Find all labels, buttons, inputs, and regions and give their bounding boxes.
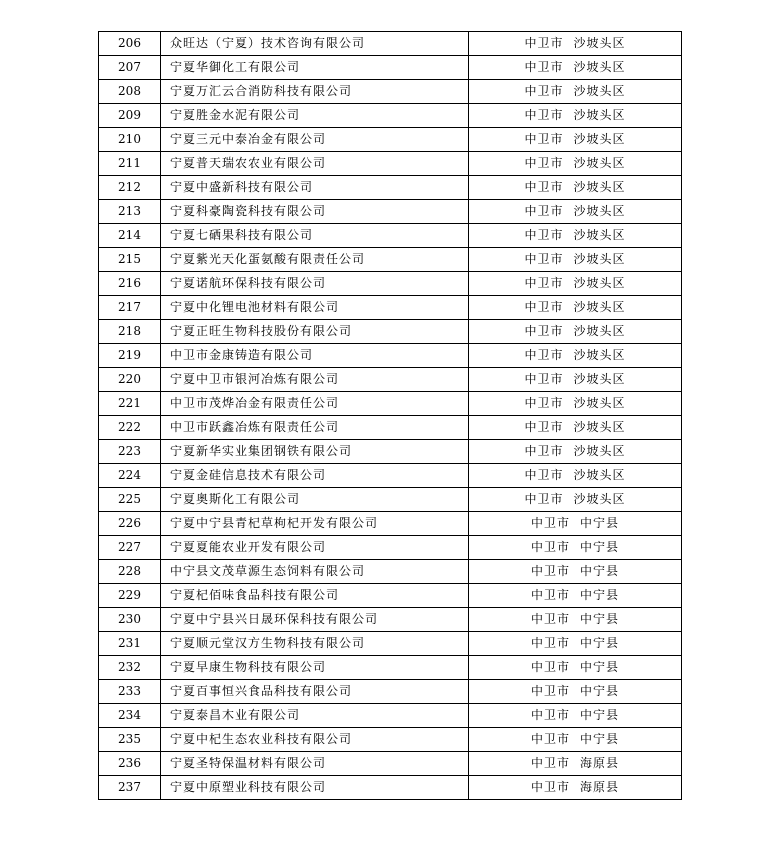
district-name: 沙坡头区 [573,396,626,410]
row-number: 234 [99,704,161,728]
table-row [99,440,682,464]
city-name: 中卫市 [524,396,564,410]
district-name: 中宁县 [580,612,620,626]
row-number: 218 [99,320,161,344]
company-name: 宁夏万汇云合消防科技有限公司 [161,80,469,104]
company-name: 宁夏奥斯化工有限公司 [161,488,469,512]
table-row [99,104,682,128]
city-name: 中卫市 [524,348,564,362]
city-name: 中卫市 [530,636,570,650]
region-cell [469,608,682,632]
company-name: 宁夏正旺生物科技股份有限公司 [161,320,469,344]
district-name: 沙坡头区 [573,132,626,146]
district-name: 沙坡头区 [573,204,626,218]
region-cell [469,56,682,80]
table-row [99,560,682,584]
company-name: 宁夏普天瑞农农业有限公司 [161,152,469,176]
company-name: 宁夏百事恒兴食品科技有限公司 [161,680,469,704]
row-number: 213 [99,200,161,224]
city-name: 中卫市 [524,300,564,314]
company-name: 宁夏中盛新科技有限公司 [161,176,469,200]
region-cell [469,296,682,320]
company-name: 宁夏胜金水泥有限公司 [161,104,469,128]
row-number: 237 [99,776,161,800]
region-cell [469,224,682,248]
district-name: 沙坡头区 [573,156,626,170]
row-number: 208 [99,80,161,104]
table-row [99,584,682,608]
city-name: 中卫市 [530,588,570,602]
row-number: 228 [99,560,161,584]
company-name: 宁夏夏能农业开发有限公司 [161,536,469,560]
company-name: 宁夏中宁县青杞草枸杞开发有限公司 [161,512,469,536]
district-name: 中宁县 [580,732,620,746]
row-number: 233 [99,680,161,704]
table-row [99,488,682,512]
table-row [99,392,682,416]
table-row [99,368,682,392]
row-number: 216 [99,272,161,296]
city-name: 中卫市 [530,684,570,698]
city-name: 中卫市 [524,372,564,386]
table-row [99,200,682,224]
table-row [99,752,682,776]
region-cell [469,128,682,152]
row-number: 219 [99,344,161,368]
region-cell [469,104,682,128]
row-number: 210 [99,128,161,152]
company-registry-table [98,31,682,800]
table-row [99,776,682,800]
company-name: 中卫市金康铸造有限公司 [161,344,469,368]
city-name: 中卫市 [524,324,564,338]
district-name: 沙坡头区 [573,324,626,338]
company-name: 宁夏科豪陶瓷科技有限公司 [161,200,469,224]
row-number: 231 [99,632,161,656]
city-name: 中卫市 [530,756,570,770]
city-name: 中卫市 [524,132,564,146]
district-name: 沙坡头区 [573,84,626,98]
table-row [99,32,682,56]
table-row [99,536,682,560]
table-row [99,272,682,296]
city-name: 中卫市 [524,84,564,98]
region-cell [469,80,682,104]
row-number: 222 [99,416,161,440]
region-cell [469,392,682,416]
table-row [99,680,682,704]
district-name: 沙坡头区 [573,492,626,506]
district-name: 海原县 [580,756,620,770]
district-name: 中宁县 [580,564,620,578]
table-row [99,344,682,368]
district-name: 沙坡头区 [573,180,626,194]
row-number: 223 [99,440,161,464]
region-cell [469,776,682,800]
region-cell [469,728,682,752]
row-number: 207 [99,56,161,80]
city-name: 中卫市 [524,204,564,218]
district-name: 中宁县 [580,516,620,530]
city-name: 中卫市 [524,276,564,290]
row-number: 226 [99,512,161,536]
region-cell [469,680,682,704]
region-cell [469,32,682,56]
row-number: 214 [99,224,161,248]
table-row [99,128,682,152]
table-row [99,296,682,320]
region-cell [469,560,682,584]
district-name: 沙坡头区 [573,36,626,50]
region-cell [469,512,682,536]
district-name: 沙坡头区 [573,420,626,434]
city-name: 中卫市 [524,420,564,434]
region-cell [469,632,682,656]
row-number: 224 [99,464,161,488]
row-number: 217 [99,296,161,320]
city-name: 中卫市 [530,540,570,554]
city-name: 中卫市 [524,60,564,74]
company-name: 宁夏金硅信息技术有限公司 [161,464,469,488]
city-name: 中卫市 [530,708,570,722]
district-name: 沙坡头区 [573,372,626,386]
region-cell [469,320,682,344]
company-name: 宁夏中卫市银河冶炼有限公司 [161,368,469,392]
company-name: 宁夏杞佰味食品科技有限公司 [161,584,469,608]
table-row [99,152,682,176]
row-number: 230 [99,608,161,632]
row-number: 232 [99,656,161,680]
district-name: 中宁县 [580,660,620,674]
city-name: 中卫市 [524,252,564,266]
city-name: 中卫市 [524,492,564,506]
city-name: 中卫市 [524,228,564,242]
city-name: 中卫市 [524,468,564,482]
table-row [99,728,682,752]
district-name: 沙坡头区 [573,300,626,314]
city-name: 中卫市 [524,444,564,458]
region-cell [469,176,682,200]
company-name: 宁夏中化锂电池材料有限公司 [161,296,469,320]
city-name: 中卫市 [524,36,564,50]
table-row [99,704,682,728]
company-name: 宁夏华御化工有限公司 [161,56,469,80]
company-name: 宁夏七硒果科技有限公司 [161,224,469,248]
region-cell [469,368,682,392]
company-name: 中卫市跃鑫冶炼有限责任公司 [161,416,469,440]
region-cell [469,416,682,440]
region-cell [469,704,682,728]
city-name: 中卫市 [530,660,570,674]
city-name: 中卫市 [530,780,570,794]
city-name: 中卫市 [530,516,570,530]
region-cell [469,152,682,176]
company-name: 宁夏诺航环保科技有限公司 [161,272,469,296]
row-number: 209 [99,104,161,128]
region-cell [469,584,682,608]
table-row [99,608,682,632]
region-cell [469,464,682,488]
row-number: 225 [99,488,161,512]
table-row [99,416,682,440]
row-number: 206 [99,32,161,56]
row-number: 211 [99,152,161,176]
region-cell [469,272,682,296]
city-name: 中卫市 [524,180,564,194]
table-row [99,56,682,80]
row-number: 221 [99,392,161,416]
city-name: 中卫市 [530,564,570,578]
table-row [99,248,682,272]
table-row [99,224,682,248]
row-number: 229 [99,584,161,608]
district-name: 中宁县 [580,540,620,554]
row-number: 235 [99,728,161,752]
company-name: 宁夏中杞生态农业科技有限公司 [161,728,469,752]
row-number: 212 [99,176,161,200]
region-cell [469,752,682,776]
region-cell [469,440,682,464]
region-cell [469,656,682,680]
region-cell [469,344,682,368]
district-name: 沙坡头区 [573,252,626,266]
company-name: 众旺达（宁夏）技术咨询有限公司 [161,32,469,56]
district-name: 沙坡头区 [573,228,626,242]
company-name: 宁夏中宁县兴日晟环保科技有限公司 [161,608,469,632]
table-row [99,176,682,200]
district-name: 沙坡头区 [573,348,626,362]
district-name: 沙坡头区 [573,108,626,122]
region-cell [469,200,682,224]
company-name: 宁夏早康生物科技有限公司 [161,656,469,680]
company-name: 宁夏中原塑业科技有限公司 [161,776,469,800]
company-name: 中宁县文茂草源生态饲料有限公司 [161,560,469,584]
district-name: 中宁县 [580,588,620,602]
registry-body [99,32,682,800]
district-name: 中宁县 [580,684,620,698]
row-number: 215 [99,248,161,272]
company-name: 宁夏圣特保温材料有限公司 [161,752,469,776]
table-row [99,80,682,104]
district-name: 海原县 [580,780,620,794]
table-row [99,320,682,344]
city-name: 中卫市 [530,612,570,626]
district-name: 中宁县 [580,636,620,650]
company-name: 宁夏三元中泰冶金有限公司 [161,128,469,152]
company-name: 中卫市茂烨冶金有限责任公司 [161,392,469,416]
row-number: 236 [99,752,161,776]
company-name: 宁夏顺元堂汉方生物科技有限公司 [161,632,469,656]
city-name: 中卫市 [524,108,564,122]
company-name: 宁夏泰昌木业有限公司 [161,704,469,728]
district-name: 沙坡头区 [573,468,626,482]
table-row [99,632,682,656]
table-row [99,464,682,488]
row-number: 220 [99,368,161,392]
table-row [99,512,682,536]
region-cell [469,536,682,560]
city-name: 中卫市 [530,732,570,746]
table-row [99,656,682,680]
district-name: 沙坡头区 [573,276,626,290]
row-number: 227 [99,536,161,560]
city-name: 中卫市 [524,156,564,170]
district-name: 沙坡头区 [573,444,626,458]
district-name: 沙坡头区 [573,60,626,74]
company-name: 宁夏紫光天化蛋氨酸有限责任公司 [161,248,469,272]
region-cell [469,248,682,272]
district-name: 中宁县 [580,708,620,722]
region-cell [469,488,682,512]
company-name: 宁夏新华实业集团钢铁有限公司 [161,440,469,464]
